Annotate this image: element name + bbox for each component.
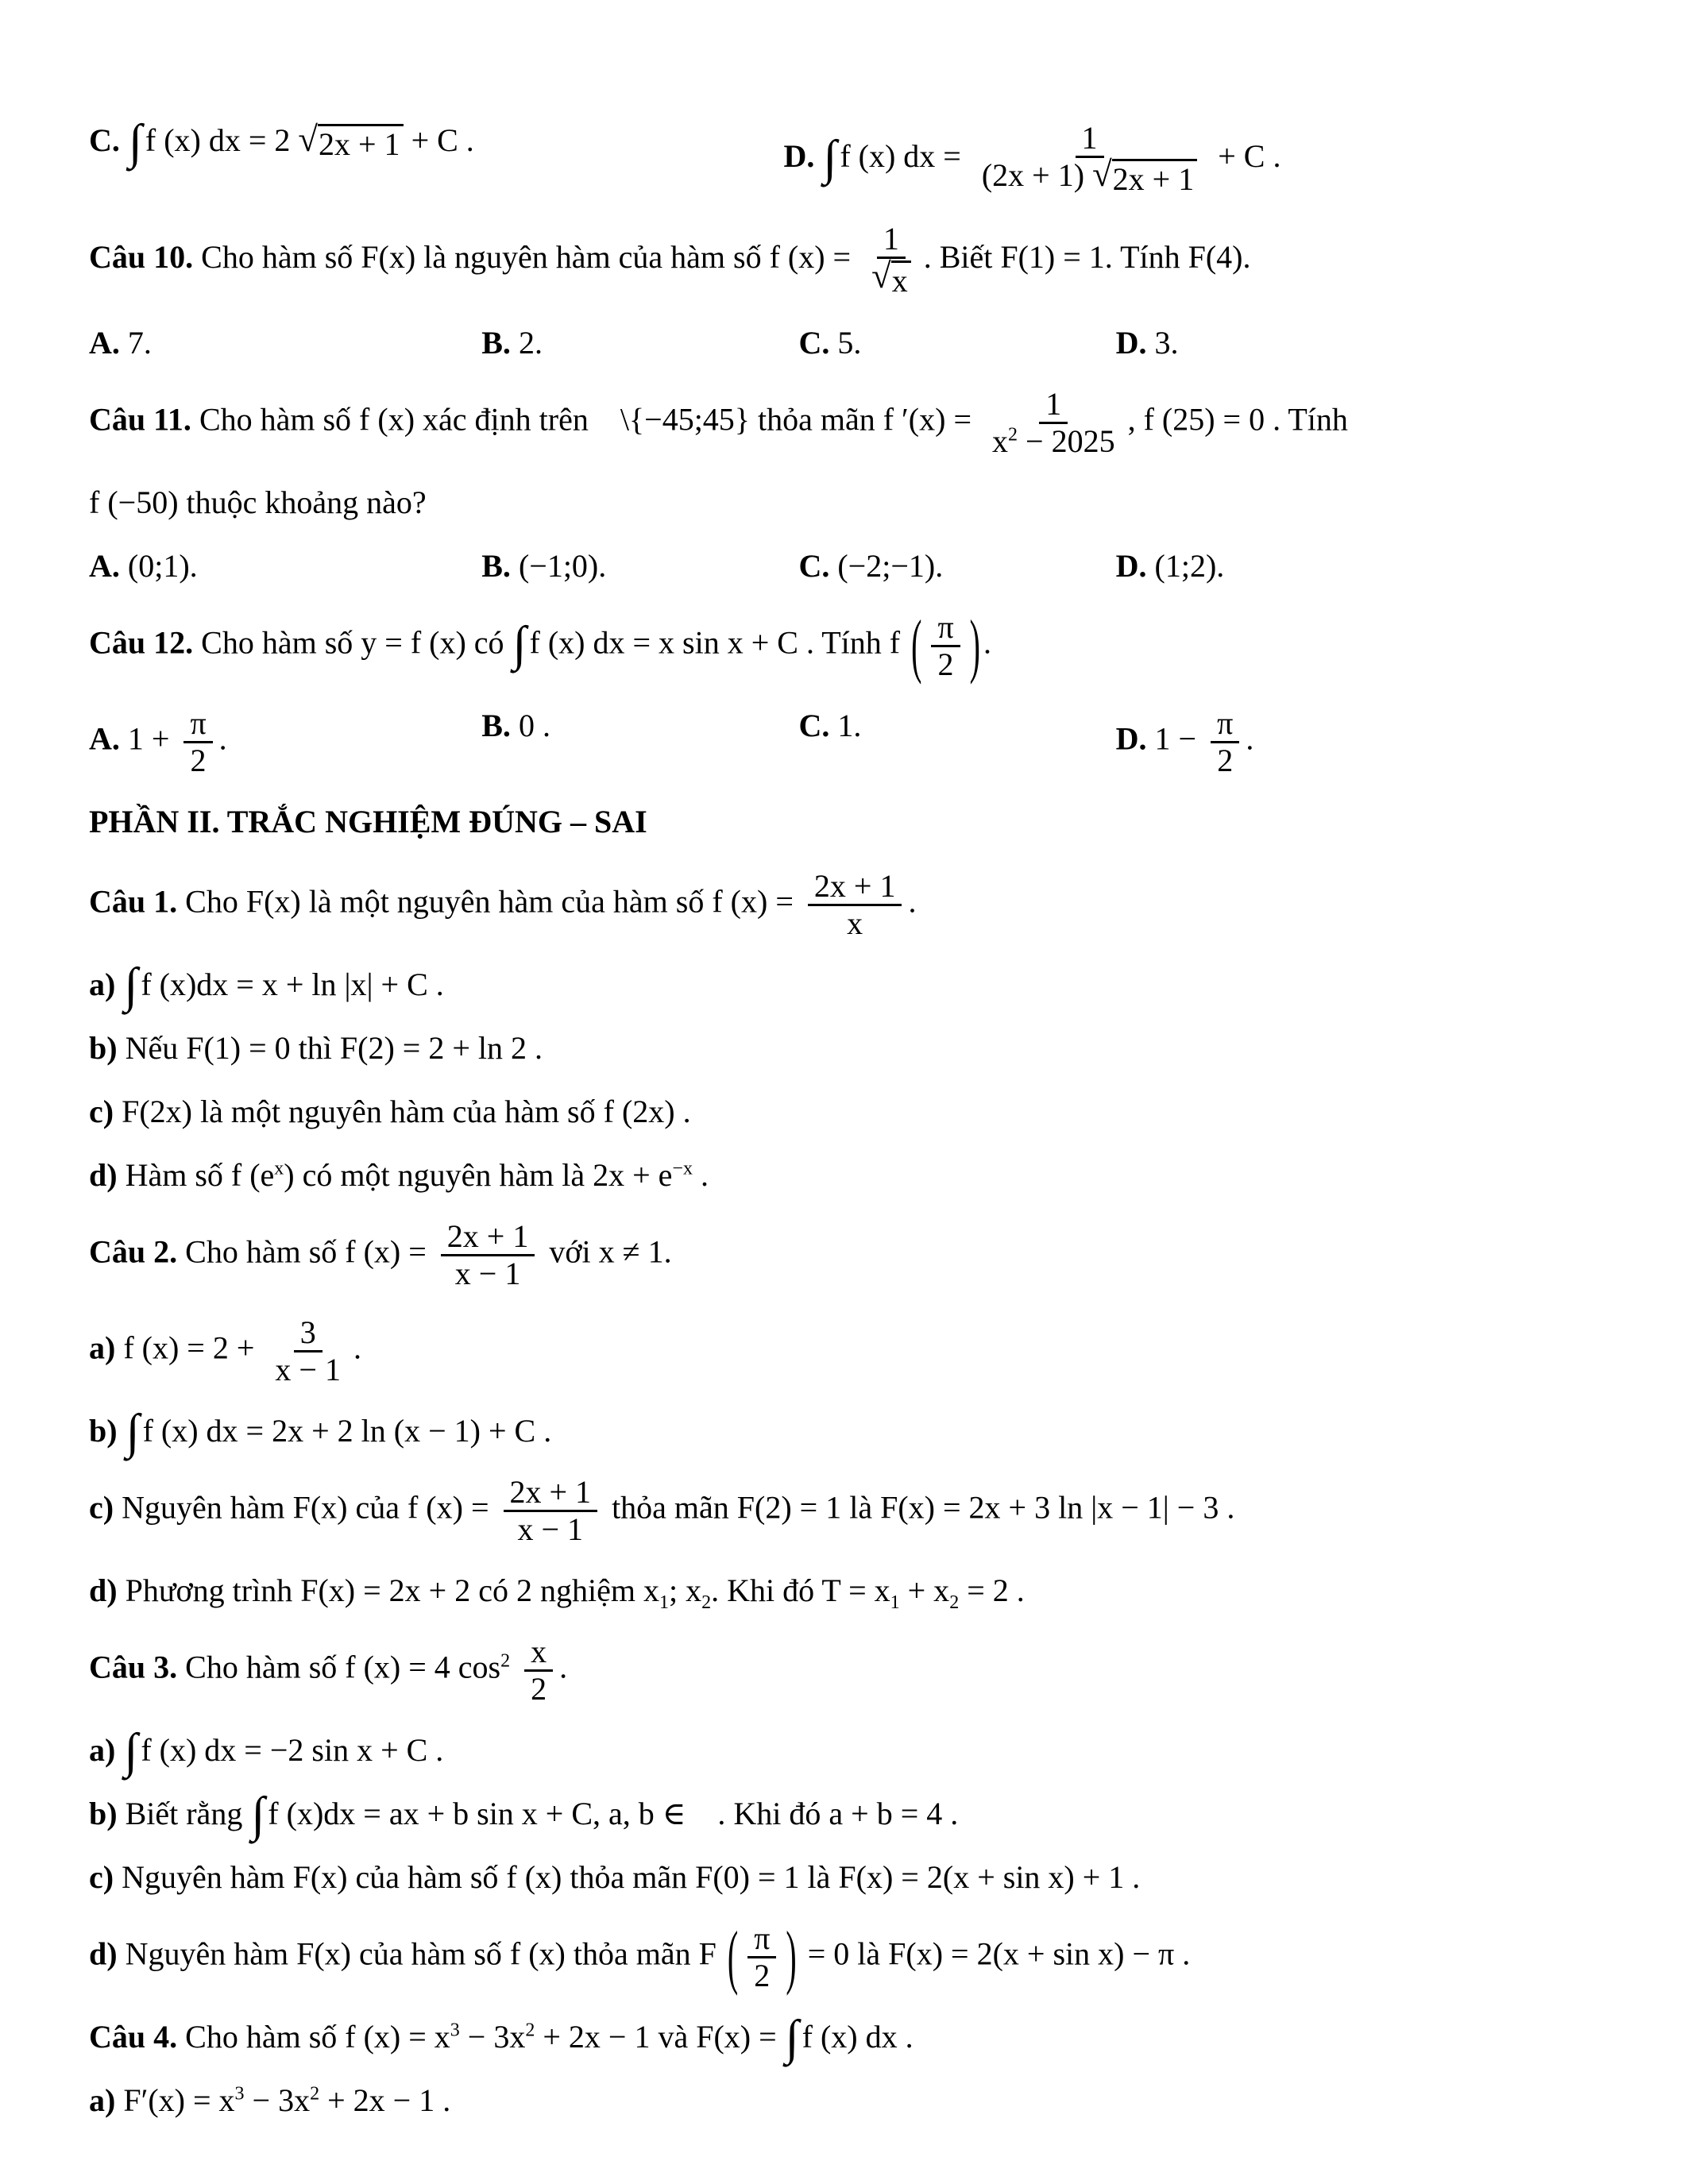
p2-q2-statement-d: d) Phương trình F(x) = 2x + 2 có 2 nghiệm $x_1$; $x_2$. Khi đó $T = x_1 + x_2 = 2$ . xyxy=(89,1572,1025,1613)
square-root: √ 2x + 1 xyxy=(298,124,403,163)
integral-sign: ∫ xyxy=(124,1724,138,1779)
square-root: √ 2x + 1 xyxy=(1092,159,1197,198)
p2-question-4: Câu 4. Cho hàm số f $(x) = x^3 - 3x^2 + 2x - 1$ và F(x) = ∫ f (x) dx . xyxy=(89,2011,914,2066)
p2-q1-statement-b: b) Nếu F(1) = 0 thì F(2) = 2 + ln 2 . xyxy=(89,1029,543,1066)
fraction: $\frac{1}{x^2 - 2025}$ xyxy=(992,385,1115,459)
integral-sign: ∫ xyxy=(251,1788,265,1843)
option-b: B. 2. xyxy=(481,324,543,361)
p2-q2-statement-c: c) Nguyên hàm F(x) của f (x) = $\frac{2x + 1}{x - 1}$ thỏa mãn F(2) = 1 là F(x) = 2x + 3 ln |x − 1| − 3 . xyxy=(89,1473,1235,1547)
option-d: D. 3. xyxy=(1115,324,1179,361)
fraction: $\frac{3}{x - 1}$ xyxy=(275,1314,341,1387)
question-11: Câu 11. Cho hàm số f (x) xác định trên \{−45;45} thỏa mãn f ′(x) = $\frac{1}{x^2 - 2025}$ , f (25) = 0 . Tính xyxy=(89,385,1348,459)
option-d: D. 1 − $\frac{\pi}{2}$ . xyxy=(1115,704,1254,778)
option-c: C. 1. xyxy=(798,707,862,743)
question-10: Câu 10. Cho hàm số F(x) là nguyên hàm của hàm số f (x) = 1 √ x . Biết F(1) = 1. Tính F(4). xyxy=(89,221,1251,299)
option-c: C. (−2;−1). xyxy=(798,547,944,584)
option-c: C. 5. xyxy=(798,324,862,361)
p2-q3-statement-b: b) Biết rằng ∫ f (x)dx = ax + b sin x + C, a, b ∈ . Khi đó a + b = 4 . xyxy=(89,1788,959,1843)
p2-q1-statement-a: a) ∫ f (x)dx = x + ln |x| + C . xyxy=(89,959,444,1013)
question-12: Câu 12. Cho hàm số y = f (x) có ∫ f (x) dx = x sin x + C . Tính f ( $\frac{\pi}{2}$ ) . xyxy=(89,604,991,685)
square-root: √ x xyxy=(871,260,911,299)
p2-q3-statement-d: d) Nguyên hàm F(x) của hàm số f (x) thỏa mãn F ( $\frac{\pi}{2}$ ) = 0 là F(x) = 2(x + sin x) − π . xyxy=(89,1916,1191,1997)
integral-sign: ∫ xyxy=(126,1405,140,1460)
fraction: $\frac{2x + 1}{x}$ xyxy=(808,869,902,941)
p2-q1-statement-d: d) Hàm số f $(e^x)$ có một nguyên hàm là $2x + e^{-x}$ . xyxy=(89,1156,709,1193)
p2-q3-statement-a: a) ∫ f (x) dx = −2 sin x + C . xyxy=(89,1724,444,1779)
fraction: $\frac{\pi}{2}$ xyxy=(747,1921,776,1993)
options-row-cd xyxy=(89,114,1599,198)
integral-sign: ∫ xyxy=(128,114,142,169)
question-11-continued: f (−50) thuộc khoảng nào? xyxy=(89,484,427,520)
fraction: $\frac{x}{2}$ xyxy=(524,1634,553,1707)
p2-question-2: Câu 2. Cho hàm số f (x) = $\frac{2x + 1}{x - 1}$ với x ≠ 1. xyxy=(89,1217,672,1291)
p2-q1-statement-c: c) F(2x) là một nguyên hàm của hàm số f (2x) . xyxy=(89,1093,691,1129)
integral-sign: ∫ xyxy=(785,2011,799,2066)
option-c: C. ∫ f (x) dx = 2 √ 2x + 1 + C . xyxy=(89,114,474,169)
option-d: D. (1;2). xyxy=(1115,547,1225,584)
integral-sign: ∫ xyxy=(512,616,527,671)
fraction: $\frac{\pi}{2}$ xyxy=(1211,706,1239,778)
fraction: $\frac{2x + 1}{x - 1}$ xyxy=(441,1219,535,1291)
fraction: $\frac{\pi}{2}$ xyxy=(183,706,212,778)
option-a: A. 1 + $\frac{\pi}{2}$ . xyxy=(89,704,227,778)
option-a: A. 7. xyxy=(89,324,152,361)
fraction: 1 √ x xyxy=(865,222,917,299)
p2-question-3: Câu 3. Cho hàm số f (x) = 4 $\cos^2$ $\frac{x}{2}$ . xyxy=(89,1633,568,1707)
big-paren-group: ( $\frac{\pi}{2}$ ) xyxy=(727,1916,797,1997)
option-b: B. (−1;0). xyxy=(481,547,607,584)
fraction: 1 (2x + 1) √ 2x + 1 xyxy=(975,121,1203,198)
integral-sign: ∫ xyxy=(124,959,138,1013)
question-11-options xyxy=(89,546,1599,586)
integral-sign: ∫ xyxy=(823,130,837,185)
option-d: D. ∫ f (x) dx = 1 (2x + 1) √ 2x + 1 + C . xyxy=(783,120,1281,198)
p2-q4-statement-a: a) $F'(x) = x^3 - 3x^2 + 2x - 1$ . xyxy=(89,2082,451,2118)
p2-question-1: Câu 1. Cho F(x) là một nguyên hàm của hàm số f (x) = $\frac{2x + 1}{x}$ . xyxy=(89,867,917,941)
fraction: $\frac{2x + 1}{x - 1}$ xyxy=(504,1475,598,1547)
question-10-options xyxy=(89,323,1599,363)
big-paren-group: ( $\frac{\pi}{2}$ ) xyxy=(911,604,980,685)
p2-q3-statement-c: c) Nguyên hàm F(x) của hàm số f (x) thỏa mãn F(0) = 1 là F(x) = 2(x + sin x) + 1 . xyxy=(89,1858,1141,1895)
option-b: B. 0 . xyxy=(481,707,550,743)
part2-heading: PHẦN II. TRẮC NGHIỆM ĐÚNG – SAI xyxy=(89,803,647,839)
option-a: A. (0;1). xyxy=(89,547,198,584)
fraction: $\frac{\pi}{2}$ xyxy=(931,610,960,682)
question-12-options xyxy=(89,706,1599,778)
p2-q2-statement-a: a) f (x) = 2 + $\frac{3}{x - 1}$ . xyxy=(89,1314,361,1387)
p2-q2-statement-b: b) ∫ f (x) dx = 2x + 2 ln (x − 1) + C . xyxy=(89,1405,552,1460)
